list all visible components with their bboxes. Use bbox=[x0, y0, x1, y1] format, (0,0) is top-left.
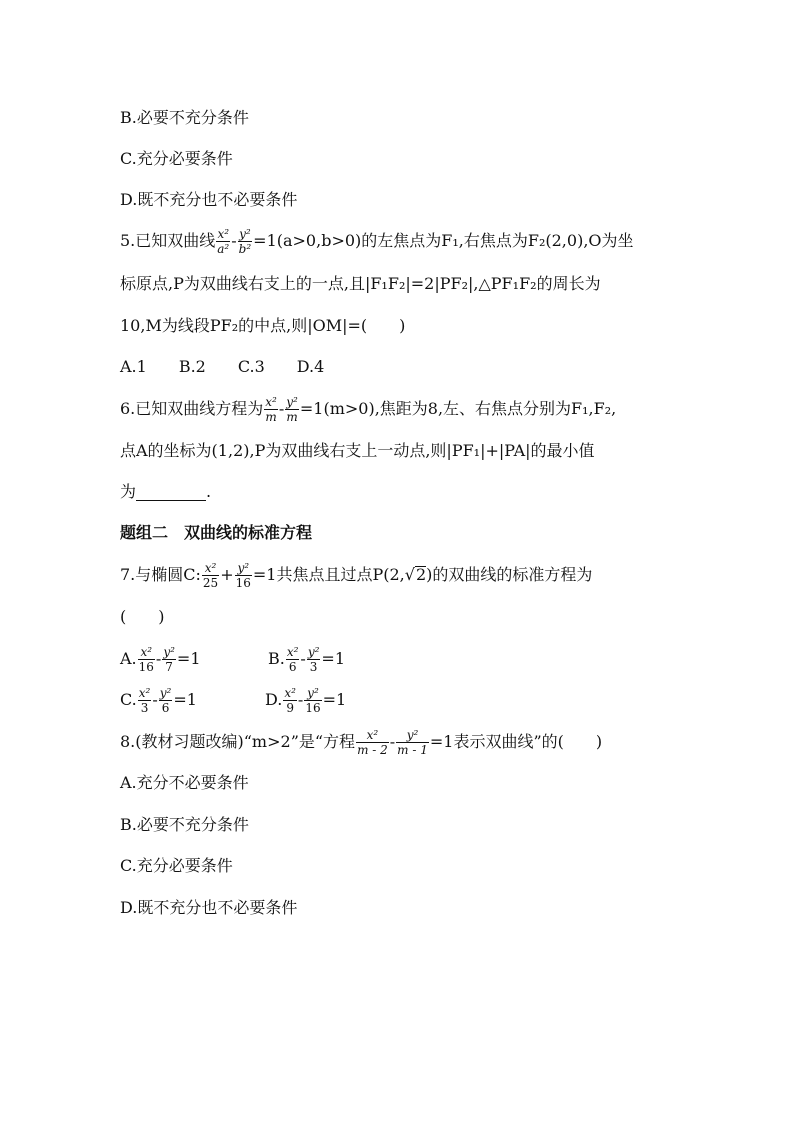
q6-frac1-num: x² bbox=[265, 395, 277, 409]
q8-option-d: D.既不充分也不必要条件 bbox=[120, 898, 298, 917]
q7-b-eq: =1 bbox=[321, 649, 346, 668]
answer-blank[interactable] bbox=[136, 482, 206, 501]
q7-d-n1: x² bbox=[284, 686, 296, 700]
q6-line3-prefix: 为 bbox=[120, 482, 137, 501]
q6-stem-line2: 点A的坐标为(1,2),P为双曲线右支上一动点,则|PF₁|+|PA|的最小值 bbox=[120, 441, 595, 460]
q7-a-minus: - bbox=[155, 649, 162, 668]
q7-c-frac2 bbox=[159, 686, 173, 715]
q6-minus: - bbox=[278, 399, 285, 418]
q8-suffix: =1表示双曲线”的( ) bbox=[429, 732, 603, 751]
q7-d-frac1 bbox=[283, 686, 297, 715]
q4-option-c: C.充分必要条件 bbox=[120, 149, 233, 168]
q5-minus: - bbox=[231, 231, 237, 250]
q4-option-d: D.既不充分也不必要条件 bbox=[120, 190, 298, 209]
q7-option-b-label: B. bbox=[268, 649, 285, 668]
q6-frac2-den: m bbox=[286, 410, 298, 424]
q7-d-frac2 bbox=[304, 686, 321, 715]
q8-option-a: A.充分不必要条件 bbox=[120, 773, 249, 792]
q7-option-d bbox=[265, 685, 346, 715]
q5-stem-line1 bbox=[120, 226, 634, 256]
q7-d-d1: 9 bbox=[286, 701, 294, 715]
q6-fraction-y bbox=[285, 395, 299, 424]
q6-frac1-den: m bbox=[265, 410, 277, 424]
q6-stem-line3 bbox=[120, 477, 211, 507]
q5-frac1-den: a² bbox=[217, 242, 230, 256]
q5-fraction-y bbox=[238, 227, 253, 256]
q8-frac1-num: x² bbox=[356, 728, 389, 743]
q7-plus: + bbox=[220, 565, 234, 584]
q7-a-d2: 7 bbox=[165, 660, 173, 674]
q7-c-n2: y² bbox=[159, 686, 172, 700]
q7-prefix: 7.与椭圆C: bbox=[120, 565, 201, 584]
q5-frac1-num: x² bbox=[217, 227, 230, 241]
q5-options: A.1 B.2 C.3 D.4 bbox=[120, 357, 325, 376]
q7-b-n2: y² bbox=[307, 645, 320, 659]
q7-c-eq: =1 bbox=[173, 690, 197, 709]
q7-c-d2: 6 bbox=[161, 701, 170, 715]
q7-frac1-num: x² bbox=[202, 561, 219, 576]
q6-suffix: =1(m>0),焦距为8,左、右焦点分别为F₁,F₂, bbox=[299, 399, 617, 418]
q8-option-b: B.必要不充分条件 bbox=[120, 815, 249, 834]
q7-d-d2: 16 bbox=[305, 701, 321, 715]
q7-option-c-label: C. bbox=[120, 690, 137, 709]
sqrt-symbol: √ bbox=[404, 565, 415, 584]
q7-option-d-label: D. bbox=[265, 690, 283, 709]
q8-frac1-den: m - 2 bbox=[357, 743, 388, 757]
q7-b-d2: 3 bbox=[309, 660, 318, 674]
q8-stem bbox=[120, 727, 602, 757]
q7-options-row2 bbox=[120, 685, 197, 715]
q7-b-frac2 bbox=[307, 645, 321, 674]
q7-a-frac1 bbox=[138, 645, 155, 674]
q7-b-frac1 bbox=[286, 645, 300, 674]
q7-d-eq: =1 bbox=[322, 690, 347, 709]
q6-line3-suffix: . bbox=[206, 482, 212, 501]
q7-c-frac1 bbox=[138, 686, 152, 715]
q7-c-minus: - bbox=[152, 690, 158, 709]
q7-stem-line1 bbox=[120, 560, 592, 590]
q7-option-b bbox=[268, 644, 345, 674]
q8-frac2-num: y² bbox=[396, 728, 429, 743]
q8-fraction-x bbox=[356, 728, 389, 757]
q7-suffix: )的双曲线的标准方程为 bbox=[426, 565, 593, 584]
q7-d-n2: y² bbox=[304, 686, 321, 701]
q7-answer-paren: ( ) bbox=[120, 607, 165, 626]
q7-fraction-x bbox=[202, 561, 219, 590]
q7-d-minus: - bbox=[297, 690, 304, 709]
q7-b-n1: x² bbox=[286, 645, 299, 659]
section-title: 题组二 双曲线的标准方程 bbox=[120, 523, 313, 542]
q7-a-eq: =1 bbox=[176, 649, 201, 668]
q8-prefix: 8.(教材习题改编)“m>2”是“方程 bbox=[120, 732, 356, 751]
q5-frac2-den: b² bbox=[238, 242, 252, 256]
q6-prefix: 6.已知双曲线方程为 bbox=[120, 399, 264, 418]
q7-b-minus: - bbox=[300, 649, 306, 668]
q7-a-frac2 bbox=[162, 645, 176, 674]
q7-frac1-den: 25 bbox=[202, 576, 219, 590]
q7-frac2-num: y² bbox=[235, 561, 252, 576]
q7-sqrt-value: 2 bbox=[415, 565, 427, 584]
q7-c-n1: x² bbox=[138, 686, 151, 700]
q5-suffix: =1(a>0,b>0)的左焦点为F₁,右焦点为F₂(2,0),O为坐 bbox=[253, 231, 634, 250]
q7-c-d1: 3 bbox=[140, 701, 149, 715]
q8-minus: - bbox=[389, 732, 396, 751]
q5-stem-line2: 标原点,P为双曲线右支上的一点,且|F₁F₂|=2|PF₂|,△PF₁F₂的周长为 bbox=[120, 274, 601, 293]
q7-a-d1: 16 bbox=[138, 660, 154, 674]
q7-fraction-y bbox=[235, 561, 252, 590]
q7-frac2-den: 16 bbox=[235, 576, 251, 590]
q5-prefix: 5.已知双曲线 bbox=[120, 231, 216, 250]
q5-frac2-num: y² bbox=[239, 227, 251, 241]
q7-a-n1: x² bbox=[138, 645, 155, 660]
q6-stem-line1 bbox=[120, 394, 616, 424]
q7-option-a-label: A. bbox=[120, 649, 137, 668]
q7-a-n2: y² bbox=[163, 645, 175, 659]
q7-options-row1 bbox=[120, 644, 201, 674]
q8-fraction-y bbox=[396, 728, 429, 757]
q5-fraction-x bbox=[216, 227, 230, 256]
q8-frac2-den: m - 1 bbox=[397, 743, 428, 757]
q6-frac2-num: y² bbox=[286, 395, 298, 409]
q7-b-d1: 6 bbox=[288, 660, 297, 674]
q5-stem-line3: 10,M为线段PF₂的中点,则|OM|=( ) bbox=[120, 316, 406, 335]
q6-fraction-x bbox=[264, 395, 278, 424]
q7-mid: =1共焦点且过点P(2, bbox=[252, 565, 405, 584]
q8-option-c: C.充分必要条件 bbox=[120, 856, 233, 875]
q4-option-b: B.必要不充分条件 bbox=[120, 108, 249, 127]
